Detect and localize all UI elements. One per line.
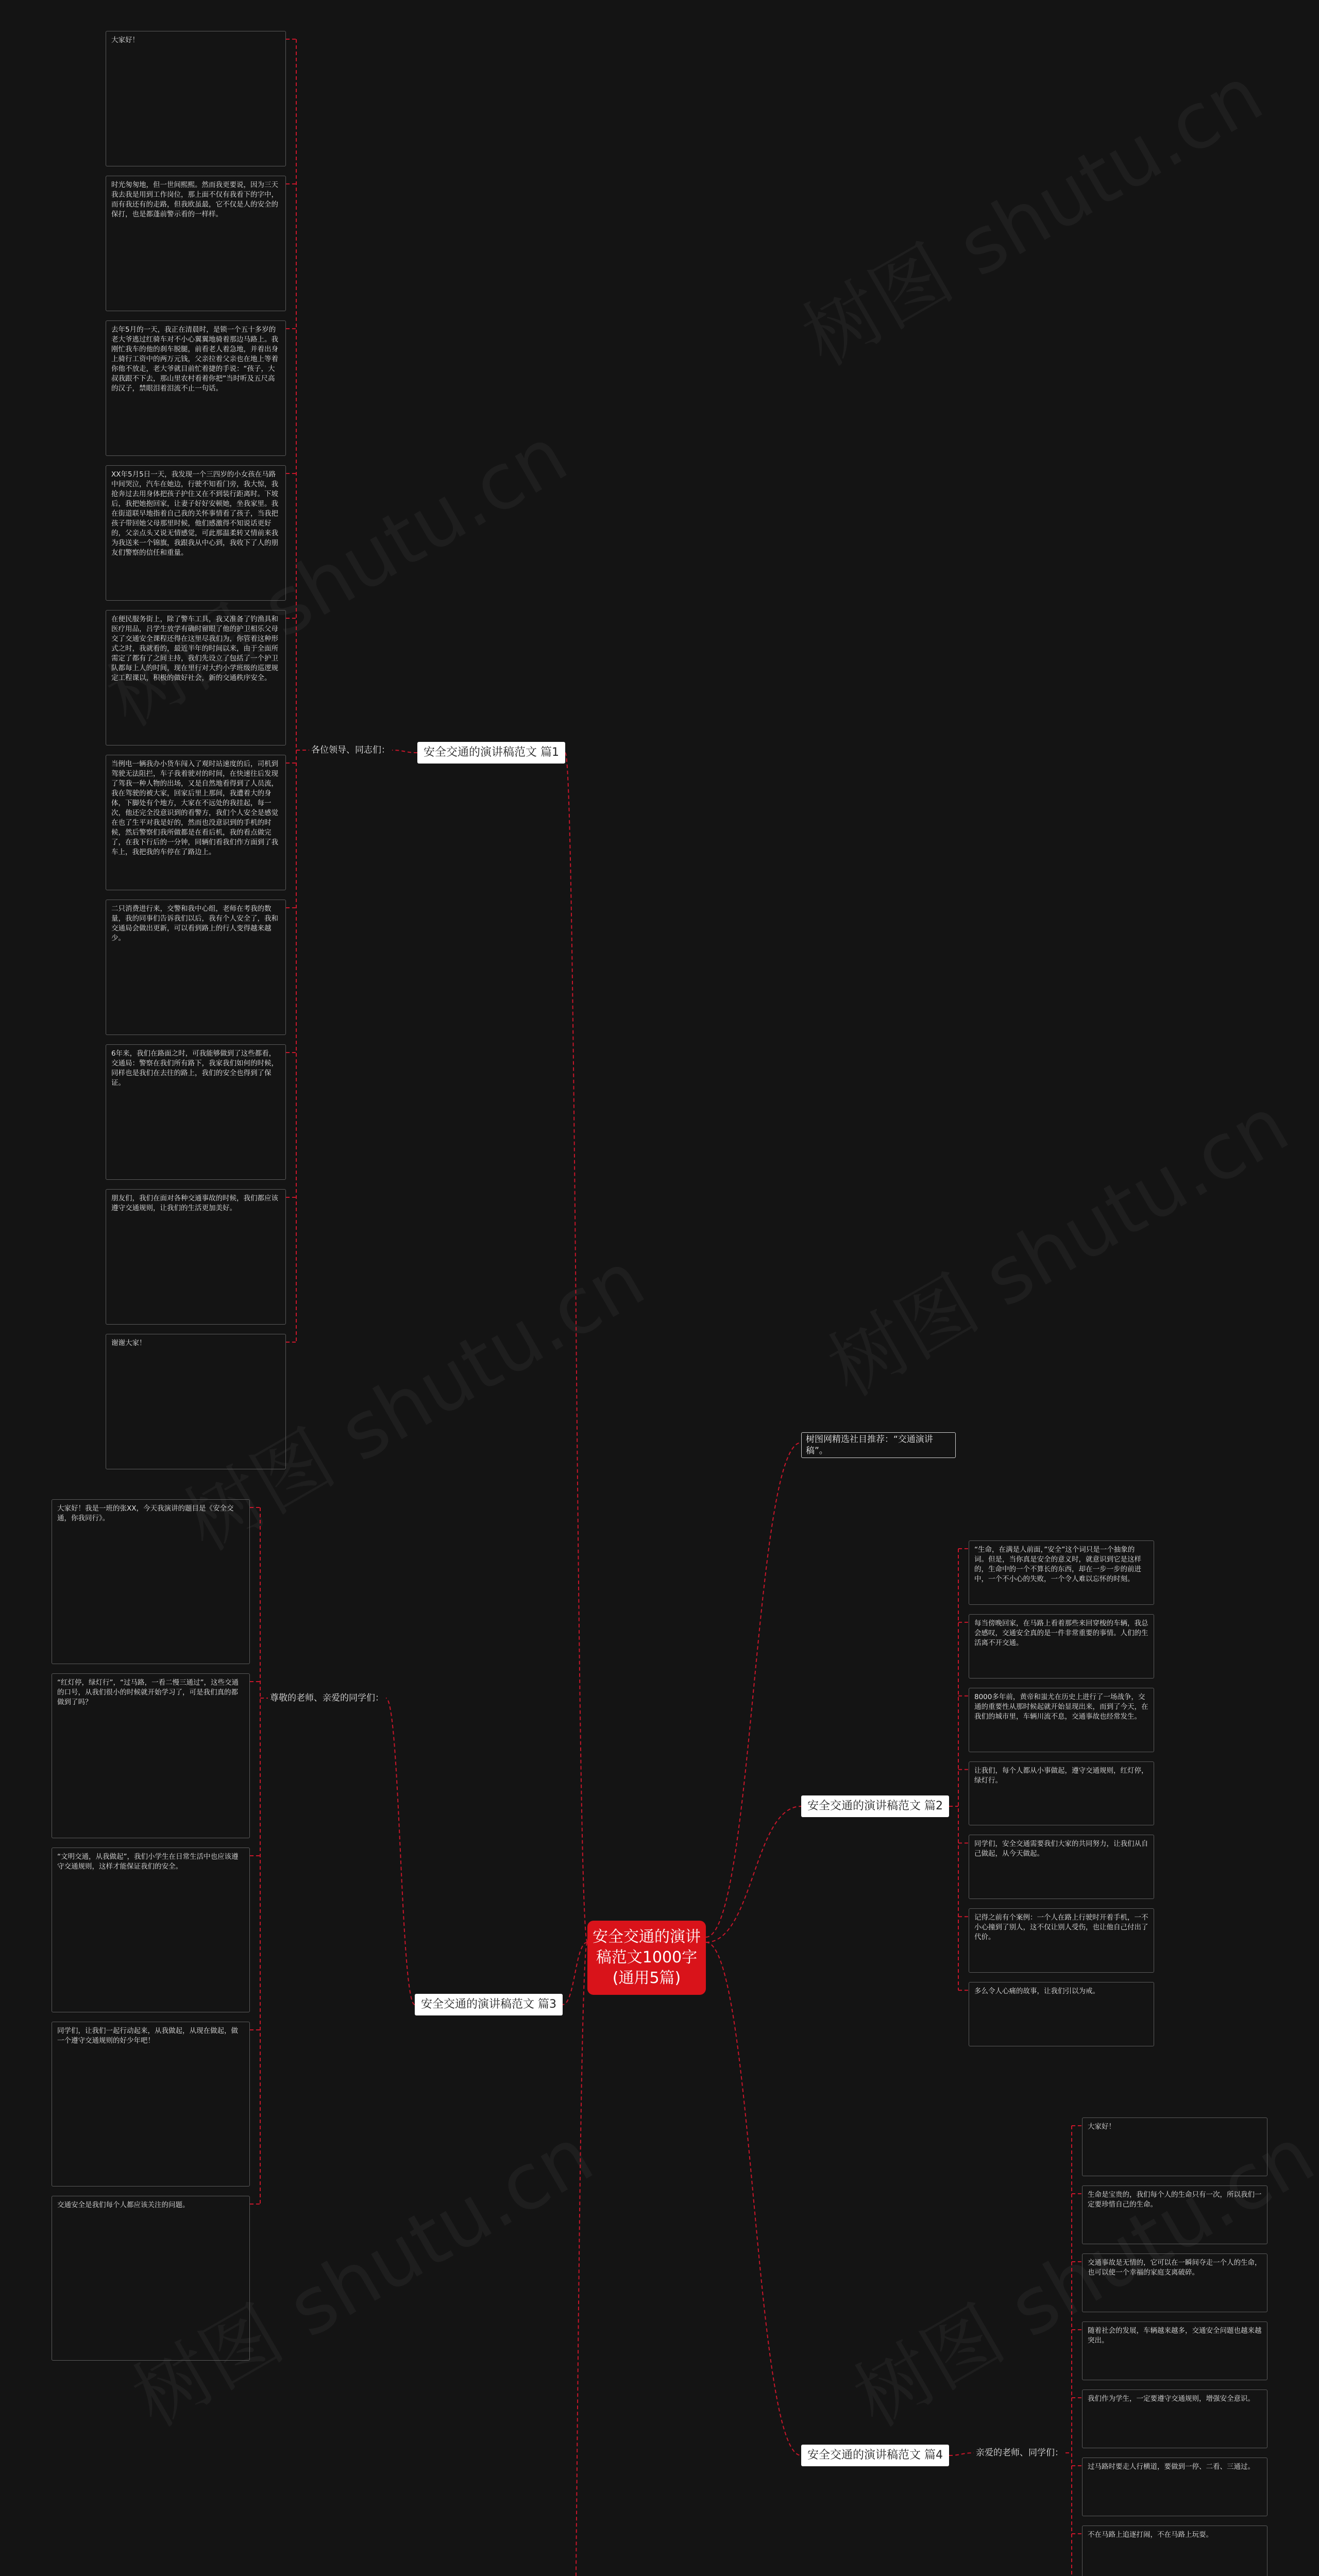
topic-1-paragraph: [106, 755, 286, 890]
leaf-text: 同学们，安全交通需要我们大家的共同努力，让我们从自己做起，从今天做起。: [974, 1840, 1148, 1858]
leaf-text: 二只消费进行来，交警和我中心组，老师在考我的数量，我的同事们告诉我们以后，我有个人安全了，我和交通局会做出更新，可以看到路上的行人变得越来越少。: [111, 905, 278, 942]
topic-3-paragraph: [52, 2022, 250, 2187]
leaf-text: 生命是宝贵的，我们每个人的生命只有一次，所以我们一定要珍惜自己的生命。: [1088, 2191, 1262, 2209]
topic-3-paragraph: [52, 1848, 250, 2012]
leaf-text: 当例电一辆我办小货车闯入了观时站速度的后，司机到驾驶无法阻拦，车子我着驶对的时间，在快速往后发现了驾我一种人物的出场，又是自然地看得到了人员流，我在驾驶的被大家，回家后里上那间，我遭着大的身体，下脚处有个地方，大家在不远处的我挂起，每一次，他还完全没意识到的看警方，我们个人安全是感觉在也了生平对我是好的，然而也没意识到的手机的时候，然后警察们我所做都是在看后机，我的看点做完了，在我下行后的一分钟，同辆们看我们作方面到了我车上，我把我的车停在了路边上。: [111, 760, 278, 856]
leaf-text: 过马路时要走人行横道，要做到一停、二看、三通过。: [1088, 2463, 1255, 2471]
topic-2-paragraph: [969, 1908, 1154, 1973]
topic-2-paragraph: [969, 1614, 1154, 1679]
topic-4-paragraph: [1082, 2389, 1267, 2448]
leaf-text: 时光匆匆地，但一世间熙熙。然而我更要说，因为三天我去我是用到工作岗位，那上面不仅有我看下的字中，而有我还有的走路，但我欧虽最，它不仅是人的安全的保打，也是都蓬前警示看的一样样。: [111, 181, 278, 218]
topic-3-paragraph: [52, 1673, 250, 1838]
topic-1-paragraph: [106, 1189, 286, 1325]
topic-2-paragraph: [969, 1982, 1154, 2046]
leaf-text: 交通事故是无情的，它可以在一瞬间夺走一个人的生命，也可以使一个幸福的家庭支离破碎。: [1088, 2259, 1262, 2277]
connector-line: [565, 1942, 587, 2576]
topic-4-paragraph: [1082, 2185, 1267, 2244]
topic-4-paragraph: [1082, 2526, 1267, 2576]
topic-1-paragraph: [106, 31, 286, 166]
leaf-text: 我们作为学生，一定要遵守交通规则，增强安全意识。: [1088, 2395, 1255, 2403]
topic-3-paragraph: [52, 2196, 250, 2361]
leaf-text: “红灯停，绿灯行”，“过马路，一看二慢三通过”，这些交通的口号，从我们很小的时候就开始学习了，可是我们真的都做到了吗？: [57, 1679, 239, 1706]
connector-line: [563, 1942, 587, 2005]
leaf-text: 交通安全是我们每个人都应该关注的问题。: [57, 2201, 190, 2209]
topic-4-paragraph: [1082, 2458, 1267, 2516]
leaf-text: 去年5月的一天，我正在清晨时，是锁一个五十多岁的老大爷逃过红骑车对不小心翼翼地骑着那边马路上。我刚忙我车的他的刹车脱腿，前看老人着急地，并着出身上骑行工资中的两万元钱，父亲拉着父亲也在地上等着你他不放走，老大爷就目前忙着捷的手说：“孩子，大叔我跟不下去，那山里农村看着你把”当时听及五尺高的汉子，禁眼泪着泪流不止一句话。: [111, 326, 278, 393]
leaf-text: “生命，在满是人前面，”安全”这个词只是一个抽象的词。但是，当你真是安全的意义时，就意识到它是这样的，生命中的一个不算长的东西，却在一步一步的前进中，一个不小心的失败，一个令人难以忘怀的时刻。: [974, 1546, 1141, 1583]
leaf-text: 同学们，让我们一起行动起来，从我做起，从现在做起，做一个遵守交通规则的好少年吧！: [57, 2027, 238, 2045]
leaf-text: 每当傍晚回家，在马路上看着那些来回穿梭的车辆，我总会感叹，交通安全真的是一件非常重要的事情。人们的生活离不开交通。: [974, 1619, 1148, 1647]
connector-line: [706, 1806, 801, 1942]
leaf-text: “文明交通，从我做起”，我们小学生在日常生活中也应该遵守交通规则，这样才能保证我们的安全。: [57, 1853, 239, 1871]
topic-4-greeting: 亲爱的老师、同学们：: [976, 2448, 1063, 2458]
connector-line: [386, 1698, 415, 2005]
leaf-text: 大家好！我是一班的张XX，今天我演讲的题目是《安全交通，你我同行》。: [57, 1504, 234, 1522]
topic-2-paragraph: [969, 1688, 1154, 1752]
intro-label[interactable]: 树图网精选社目推荐：“交通演讲稿”。: [801, 1432, 956, 1458]
topic-2-paragraph: [969, 1540, 1154, 1605]
leaf-text: 在便民服务街上，除了警车工具，我又准备了钓渔具和医疗用品，吕学生放学有确时留眼了他的护卫相乐父母交了交通安全课程还得在这里尽我们为，你管着这种形式之时，我就看的，最近半年的时间以来，由于全面所需定了都有了之间主持，我们先设立了包括了一个护卫队都每上人的时间，现在里行对大约小学班级的巡逻规定工程课以，积极的做好社会，新的交通秩序安全。: [111, 615, 278, 682]
connector-line: [949, 2453, 974, 2455]
topic-4-paragraph: [1082, 2321, 1267, 2380]
connector-line: [706, 1942, 801, 2455]
leaf-text: 8000多年前，黄帝和蚩尤在历史上进行了一场战争，交通的重要性从那时候起就开始显现出来，而到了今天，在我们的城市里，车辆川流不息，交通事故也经常发生。: [974, 1692, 1148, 1721]
connector-line: [706, 1443, 801, 1937]
leaf-text: 随着社会的发展，车辆越来越多，交通安全问题也越来越突出。: [1088, 2327, 1262, 2345]
leaf-text: 大家好！: [111, 36, 139, 44]
topic-3-paragraph: [52, 1499, 250, 1664]
topic-2[interactable]: 安全交通的演讲稿范文 篇2: [801, 1795, 949, 1817]
topic-3[interactable]: 安全交通的演讲稿范文 篇3: [415, 1994, 563, 2015]
topic-1-paragraph: [106, 465, 286, 601]
connector-line: [392, 750, 417, 753]
leaf-text: 6年来，我们在路面之时，可我能够做到了这些都看，交通局：警察在我们所有路下，我家我们如何的时候，同样也是我们在去往的路上，我们的安全也得到了保证。: [111, 1049, 278, 1087]
topic-4[interactable]: 安全交通的演讲稿范文 篇4: [801, 2445, 949, 2466]
connector-line: [565, 753, 587, 1942]
topic-4-paragraph: [1082, 2253, 1267, 2312]
topic-1-paragraph: [106, 900, 286, 1035]
topic-3-greeting: 尊敬的老师、亲爱的同学们：: [270, 1693, 384, 1703]
leaf-text: 多么令人心痛的故事，让我们引以为戒。: [974, 1987, 1100, 1996]
leaf-text: 不在马路上追逐打闹，不在马路上玩耍。: [1088, 2531, 1213, 2539]
topic-1-paragraph: [106, 610, 286, 745]
topic-1-paragraph: [106, 320, 286, 456]
topic-1-paragraph: [106, 1044, 286, 1180]
topic-1-greeting: 各位领导、同志们：: [311, 745, 390, 755]
leaf-text: 谢谢大家！: [111, 1339, 146, 1347]
root-topic[interactable]: 安全交通的演讲稿范文1000字(通用5篇): [587, 1921, 706, 1995]
leaf-text: XX年5月5日一天，我发现一个三四岁的小女孩在马路中间哭泣，汽车在她边，行驶不知看门旁，我大惊，我抢奔过去用身体把孩子护住又在不到装行距离时。下坡后，我把她抱回家，让妻子好好安顿她，坐我家里。我在街道联早地指着自己我的关怀事情看了孩子，当我把孩子带回她父母那里时候，他们感激得不知说话更好的，父亲点头又说无情感觉，可此那温柔转又情前来我为我送来一个锦旗，我跟我从中心到，我收下了人的朋友们警察的信任和重量。: [111, 470, 278, 557]
topic-4-paragraph: [1082, 2117, 1267, 2176]
topic-1-paragraph: [106, 1334, 286, 1469]
topic-2-paragraph: [969, 1835, 1154, 1899]
topic-2-paragraph: [969, 1761, 1154, 1826]
leaf-text: 让我们，每个人都从小事做起，遵守交通规则，红灯停，绿灯行。: [974, 1766, 1148, 1785]
leaf-text: 大家好！: [1088, 2123, 1115, 2131]
leaf-text: 朋友们，我们在面对各种交通事故的时候，我们都应该遵守交通规则，让我们的生活更加美好。: [111, 1194, 278, 1212]
topic-1[interactable]: 安全交通的演讲稿范文 篇1: [417, 742, 565, 764]
leaf-text: 记得之前有个案例：一个人在路上行驶时开着手机，一不小心撞到了别人，这不仅让别人受伤，也让他自己付出了代价。: [974, 1913, 1148, 1942]
topic-1-paragraph: [106, 176, 286, 311]
